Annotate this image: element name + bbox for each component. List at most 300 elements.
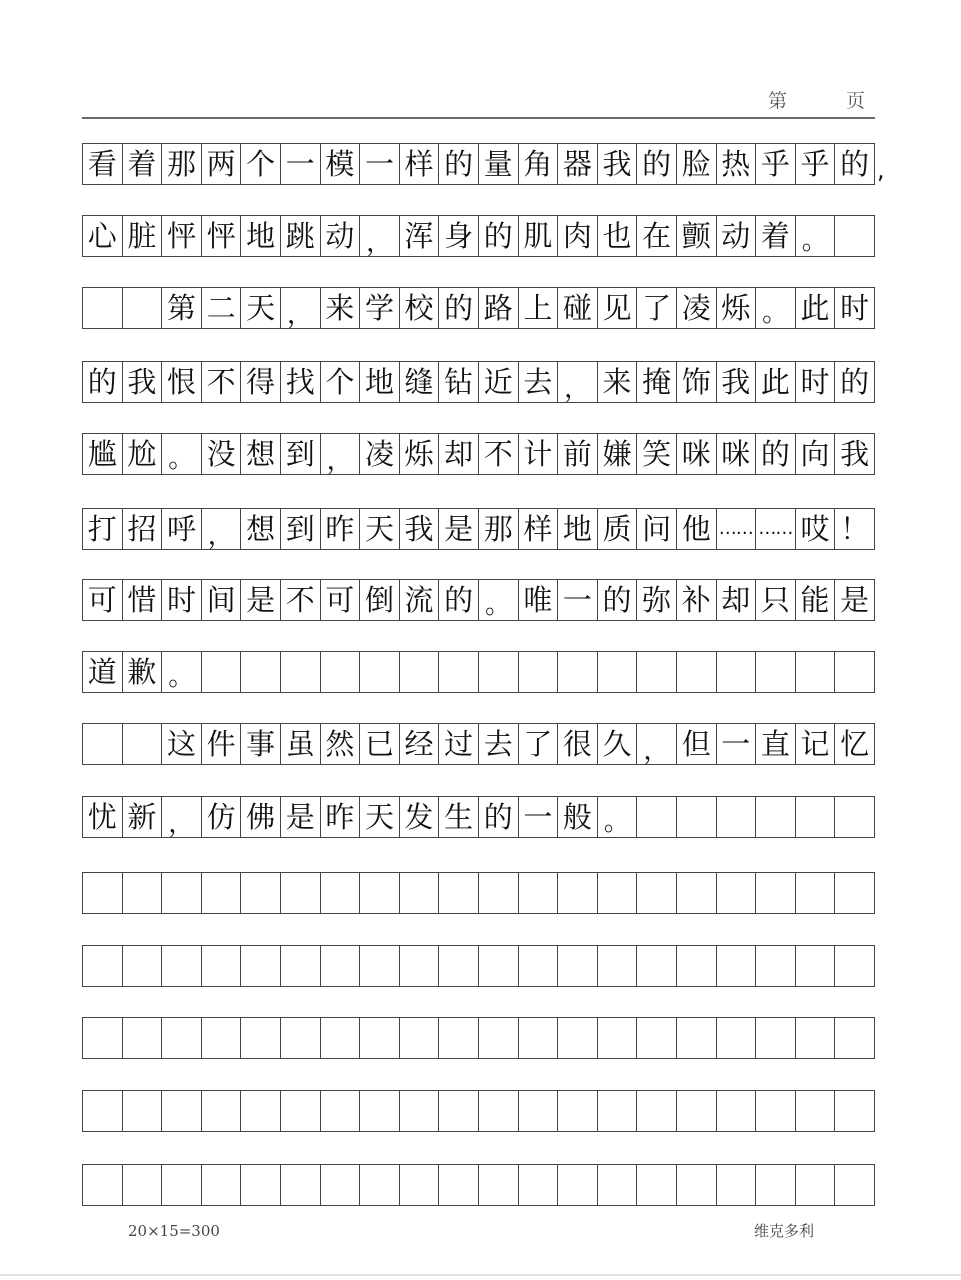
grid-cell-empty [598,873,638,913]
grid-cell-empty [756,797,796,837]
grid-cell: 着 [756,216,796,256]
grid-cell: 尴 [83,434,123,474]
paper-edge [0,1274,961,1276]
grid-cell-empty [479,1165,519,1205]
grid-cell-empty [123,873,163,913]
grid-cell: 般 [558,797,598,837]
grid-cell: 补 [677,580,717,620]
grid-cell: …… [717,509,757,549]
grid-row [82,796,875,838]
grid-cell-empty [519,1165,559,1205]
grid-cell-empty [83,724,123,764]
grid-cell-empty [162,946,202,986]
grid-cell-empty [558,1018,598,1058]
header-divider [82,117,875,119]
grid-cell-empty [756,946,796,986]
grid-cell-empty [241,1018,281,1058]
grid-row [82,945,875,987]
grid-cell-empty [677,652,717,692]
grid-cell: 模 [321,144,361,184]
grid-cell-empty [519,652,559,692]
margin-punctuation: , [877,156,885,184]
grid-row [82,651,875,693]
grid-cell: 两 [202,144,242,184]
grid-cell-empty [360,1018,400,1058]
grid-cell: 到 [281,434,321,474]
grid-cell: 恨 [162,362,202,402]
grid-cell: 见 [598,288,638,328]
grid-cell-empty [241,652,281,692]
grid-cell: 的 [479,797,519,837]
grid-cell: 间 [202,580,242,620]
grid-cell: 天 [360,509,400,549]
grid-cell-empty [162,873,202,913]
grid-cell: 嫌 [598,434,638,474]
grid-cell-empty [202,946,242,986]
grid-cell: 此 [756,362,796,402]
grid-cell: 的 [479,216,519,256]
grid-cell-empty [717,1165,757,1205]
grid-cell: 乎 [796,144,836,184]
grid-cell-empty [400,1018,440,1058]
grid-cell: 样 [400,144,440,184]
page-label-suffix: 页 [846,90,866,112]
grid-cell: 一 [717,724,757,764]
grid-cell: 弥 [637,580,677,620]
grid-cell: 我 [123,362,163,402]
grid-cell: 样 [519,509,559,549]
grid-cell: 钻 [439,362,479,402]
grid-cell: 怦 [202,216,242,256]
grid-cell: 我 [717,362,757,402]
grid-cell-empty [360,1165,400,1205]
grid-row [82,215,875,257]
grid-cell-empty [756,1165,796,1205]
grid-cell-empty [479,1018,519,1058]
grid-cell: 。 [162,652,202,692]
grid-cell: ， [321,434,361,474]
grid-cell: 掩 [637,362,677,402]
grid-cell: 仿 [202,797,242,837]
grid-cell: 过 [439,724,479,764]
grid-cell: 浑 [400,216,440,256]
grid-cell-empty [360,652,400,692]
grid-cell: 肌 [519,216,559,256]
grid-cell: 去 [519,362,559,402]
grid-cell: 地 [241,216,281,256]
grid-cell: 跳 [281,216,321,256]
grid-cell-empty [637,946,677,986]
grid-cell-empty [400,873,440,913]
grid-cell: 很 [558,724,598,764]
grid-cell-empty [756,1091,796,1131]
grid-cell-empty [479,652,519,692]
grid-cell: 时 [796,362,836,402]
grid-cell: 角 [519,144,559,184]
grid-cell-empty [796,1018,836,1058]
grid-cell: 。 [796,216,836,256]
grid-cell: 。 [598,797,638,837]
grid-cell: 质 [598,509,638,549]
grid-cell-empty [241,946,281,986]
grid-cell-empty [162,1091,202,1131]
grid-cell: 个 [321,362,361,402]
grid-cell: 不 [202,362,242,402]
grid-cell: 一 [360,144,400,184]
grid-cell-empty [677,1091,717,1131]
grid-cell: 的 [83,362,123,402]
grid-row [82,723,875,765]
grid-cell: 唯 [519,580,559,620]
grid-cell: 的 [439,144,479,184]
grid-cell-empty [281,1165,321,1205]
grid-cell-empty [835,946,875,986]
grid-cell-empty [796,1165,836,1205]
grid-cell-empty [717,1091,757,1131]
grid-cell-empty [558,652,598,692]
grid-cell-empty [835,652,875,692]
grid-cell-empty [439,1018,479,1058]
grid-cell-empty [796,946,836,986]
grid-cell-empty [360,873,400,913]
grid-cell: 着 [123,144,163,184]
grid-cell: 。 [479,580,519,620]
grid-cell: ， [202,509,242,549]
grid-cell: 事 [241,724,281,764]
brand-label: 维克多利 [754,1222,815,1240]
grid-cell-empty [598,1165,638,1205]
grid-cell: 近 [479,362,519,402]
grid-cell: 器 [558,144,598,184]
grid-row [82,433,875,475]
grid-cell-empty [281,873,321,913]
grid-cell: 一 [519,797,559,837]
grid-cell-empty [835,1018,875,1058]
grid-cell: 怦 [162,216,202,256]
grid-cell-empty [321,1165,361,1205]
grid-cell: 校 [400,288,440,328]
grid-cell-empty [558,873,598,913]
grid-cell: 计 [519,434,559,474]
grid-cell-empty [717,1018,757,1058]
grid-cell: 来 [598,362,638,402]
grid-cell: 忧 [83,797,123,837]
grid-cell: 可 [83,580,123,620]
grid-cell: 问 [637,509,677,549]
grid-cell: 咪 [677,434,717,474]
grid-cell-empty [677,1165,717,1205]
grid-cell: 烁 [400,434,440,474]
grid-cell-empty [321,946,361,986]
grid-cell-empty [400,946,440,986]
grid-cell: 身 [439,216,479,256]
grid-cell: 看 [83,144,123,184]
grid-cell: 找 [281,362,321,402]
grid-cell-empty [519,946,559,986]
grid-cell: ， [637,724,677,764]
grid-cell: 我 [598,144,638,184]
grid-cell: 来 [321,288,361,328]
grid-cell: 。 [756,288,796,328]
grid-cell: 笑 [637,434,677,474]
grid-cell: 量 [479,144,519,184]
grid-cell: 倒 [360,580,400,620]
grid-cell: 了 [637,288,677,328]
grid-row [82,287,875,329]
grid-cell: 学 [360,288,400,328]
grid-cell-empty [598,1018,638,1058]
grid-cell-empty [321,1091,361,1131]
grid-cell-empty [321,1018,361,1058]
grid-cell: 他 [677,509,717,549]
grid-cell-empty [756,1018,796,1058]
grid-cell: 地 [558,509,598,549]
grid-cell-empty [360,1091,400,1131]
grid-cell: 热 [717,144,757,184]
grid-cell: 一 [281,144,321,184]
grid-cell: 我 [835,434,875,474]
grid-cell-empty [281,652,321,692]
grid-cell-empty [835,1091,875,1131]
grid-cell-empty [796,652,836,692]
grid-cell-empty [439,652,479,692]
grid-row [82,872,875,914]
grid-cell: 乎 [756,144,796,184]
grid-cell-empty [677,873,717,913]
grid-cell: 发 [400,797,440,837]
grid-cell: 到 [281,509,321,549]
grid-cell: 缝 [400,362,440,402]
grid-cell-empty [281,1091,321,1131]
grid-cell-empty [321,652,361,692]
grid-cell: 打 [83,509,123,549]
grid-cell: 咪 [717,434,757,474]
grid-cell: 天 [360,797,400,837]
grid-cell: 想 [241,434,281,474]
grid-row [82,1017,875,1059]
grid-cell: …… [756,509,796,549]
grid-cell: 凌 [677,288,717,328]
grid-cell: 肉 [558,216,598,256]
grid-cell: 脸 [677,144,717,184]
grid-cell: 饰 [677,362,717,402]
grid-cell-empty [835,1165,875,1205]
grid-cell: 路 [479,288,519,328]
grid-cell: 心 [83,216,123,256]
grid-cell-empty [123,288,163,328]
grid-cell: 记 [796,724,836,764]
grid-cell: 得 [241,362,281,402]
grid-row [82,361,875,403]
grid-cell-empty [519,1018,559,1058]
grid-cell: 碰 [558,288,598,328]
grid-cell: 那 [479,509,519,549]
grid-cell: 没 [202,434,242,474]
grid-cell-empty [439,1091,479,1131]
grid-cell-empty [479,946,519,986]
grid-cell-empty [717,797,757,837]
grid-cell: 件 [202,724,242,764]
grid-cell: 却 [439,434,479,474]
grid-cell-empty [123,1091,163,1131]
grid-cell: 歉 [123,652,163,692]
grid-cell: 地 [360,362,400,402]
grid-cell-empty [717,652,757,692]
grid-cell-empty [281,946,321,986]
grid-cell: 可 [321,580,361,620]
grid-cell: 了 [519,724,559,764]
grid-cell: 然 [321,724,361,764]
grid-cell-empty [637,652,677,692]
grid-cell-empty [677,1018,717,1058]
grid-cell-empty [796,873,836,913]
grid-cell-empty [439,873,479,913]
grid-cell: 忆 [835,724,875,764]
grid-cell: 我 [400,509,440,549]
grid-cell: 但 [677,724,717,764]
grid-cell: 已 [360,724,400,764]
grid-cell-empty [598,946,638,986]
grid-cell-empty [637,1018,677,1058]
grid-cell: 佛 [241,797,281,837]
grid-cell-empty [717,946,757,986]
grid-cell-empty [598,1091,638,1131]
grid-cell-empty [83,1018,123,1058]
grid-row [82,579,875,621]
grid-cell: 能 [796,580,836,620]
grid-cell-empty [835,216,875,256]
grid-cell: 直 [756,724,796,764]
grid-cell-empty [241,1091,281,1131]
grid-cell-empty [241,873,281,913]
grid-cell: 脏 [123,216,163,256]
grid-cell: 第 [162,288,202,328]
grid-cell-empty [123,1018,163,1058]
grid-cell-empty [202,1091,242,1131]
grid-cell-empty [677,797,717,837]
grid-cell: 动 [321,216,361,256]
grid-cell-empty [637,797,677,837]
grid-cell: 昨 [321,509,361,549]
grid-cell: 哎 [796,509,836,549]
grid-cell-empty [83,873,123,913]
grid-cell: ， [558,362,598,402]
grid-cell-empty [281,1018,321,1058]
grid-cell-empty [123,1165,163,1205]
grid-cell: 一 [558,580,598,620]
grid-cell: 的 [835,144,875,184]
grid-cell-empty [439,946,479,986]
grid-cell-empty [202,652,242,692]
grid-cell-empty [637,1091,677,1131]
grid-cell: ， [360,216,400,256]
grid-cell: 的 [756,434,796,474]
grid-cell: 在 [637,216,677,256]
grid-cell-empty [83,288,123,328]
grid-cell: 新 [123,797,163,837]
grid-cell-empty [796,797,836,837]
grid-cell: 的 [598,580,638,620]
grid-cell: 却 [717,580,757,620]
grid-cell: 前 [558,434,598,474]
grid-cell: 天 [241,288,281,328]
grid-cell-empty [756,873,796,913]
grid-cell-empty [439,1165,479,1205]
grid-cell-empty [400,1165,440,1205]
grid-cell-empty [835,797,875,837]
grid-cell-empty [835,873,875,913]
grid-cell: 那 [162,144,202,184]
grid-cell: 惜 [123,580,163,620]
grid-cell: 昨 [321,797,361,837]
grid-cell-empty [83,1091,123,1131]
grid-row [82,1164,875,1206]
grid-cell-empty [519,1091,559,1131]
grid-cell: 去 [479,724,519,764]
grid-cell-empty [479,1091,519,1131]
grid-cell: 的 [835,362,875,402]
grid-cell-empty [400,1091,440,1131]
grid-cell: 生 [439,797,479,837]
grid-cell-empty [400,652,440,692]
grid-cell: ！ [835,509,875,549]
grid-cell: 二 [202,288,242,328]
grid-cell-empty [519,873,559,913]
grid-cell-empty [796,1091,836,1131]
grid-cell-empty [558,1091,598,1131]
grid-cell: 时 [835,288,875,328]
grid-cell-empty [558,1165,598,1205]
grid-cell-empty [598,652,638,692]
grid-cell: 尬 [123,434,163,474]
grid-cell: 呼 [162,509,202,549]
grid-cell: 不 [479,434,519,474]
grid-cell: 时 [162,580,202,620]
grid-cell: ， [281,288,321,328]
grid-cell-empty [162,1165,202,1205]
grid-cell-empty [83,1165,123,1205]
grid-cell-empty [123,946,163,986]
grid-cell-empty [479,873,519,913]
grid-cell: 招 [123,509,163,549]
grid-cell-empty [756,652,796,692]
grid-cell: 不 [281,580,321,620]
grid-cell: 。 [162,434,202,474]
grid-cell: 上 [519,288,559,328]
grid-row [82,1090,875,1132]
grid-cell: 烁 [717,288,757,328]
grid-cell-empty [321,873,361,913]
grid-cell: 这 [162,724,202,764]
grid-row [82,508,875,550]
page-label-prefix: 第 [768,90,788,112]
grid-cell: 只 [756,580,796,620]
grid-row [82,143,885,185]
grid-cell-empty [123,724,163,764]
grid-cell: 个 [241,144,281,184]
grid-cell-empty [241,1165,281,1205]
grid-cell: 道 [83,652,123,692]
grid-cell: 流 [400,580,440,620]
grid-cell: 此 [796,288,836,328]
grid-cell: 凌 [360,434,400,474]
grid-cell-empty [162,1018,202,1058]
grid-cell-empty [637,1165,677,1205]
grid-cell: 是 [281,797,321,837]
grid-cell: 动 [717,216,757,256]
grid-cell: 是 [835,580,875,620]
grid-cell: ， [162,797,202,837]
